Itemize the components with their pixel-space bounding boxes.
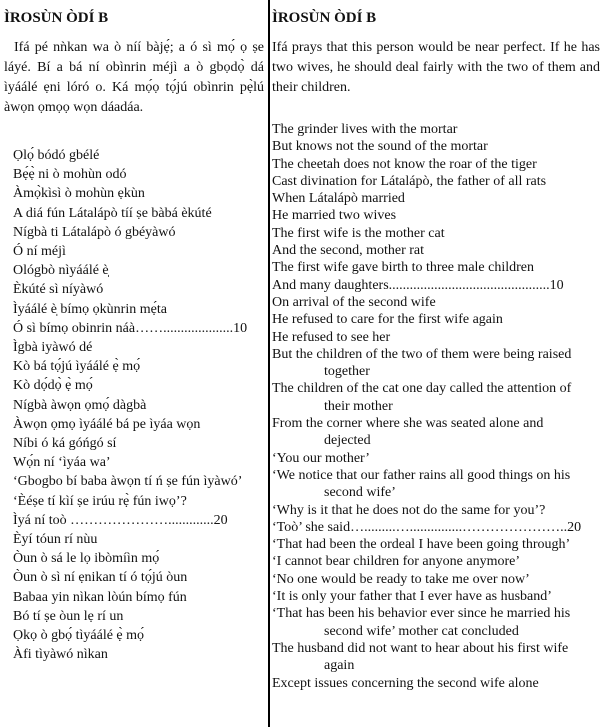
yoruba-verse-line: Nígbà àwọn ọmọ́ dàgbà xyxy=(13,397,147,413)
yoruba-verse-line: A diá fún Látalápò tíí ṣe bàbá èkúté xyxy=(13,205,212,221)
english-verse-line: The cheetah does not know the roar of the tiger xyxy=(272,156,537,172)
english-verse-line: When Látalápò married xyxy=(272,191,405,207)
yoruba-verse-line: Ìyáálé è̩ bímọ ọkùnrin mẹ́ta xyxy=(13,301,167,317)
english-verse-line: The grinder lives with the mortar xyxy=(272,122,458,137)
english-verse-line: Except issues concerning the second wife alone xyxy=(272,675,539,691)
english-verse-line: dejected xyxy=(324,433,371,449)
english-verse-line: again xyxy=(324,658,355,674)
yoruba-verse-line: Ìyá ní toò ………………….............20 xyxy=(13,512,228,528)
english-verses xyxy=(272,121,600,692)
yoruba-verses xyxy=(13,146,247,664)
yoruba-title: ÌROSÙN ÒDÍ B xyxy=(4,10,109,26)
column-divider xyxy=(268,0,270,727)
yoruba-verse-line: Nígbà ti Látalápò ó gbéyàwó xyxy=(13,224,176,240)
yoruba-verse-line: ‘Gbogbo bí baba àwọn tí ń ṣe fún ìyàwó’ xyxy=(13,474,243,490)
yoruba-verse-line: Bó tí ṣe òun lẹ rí un xyxy=(13,608,124,624)
yoruba-verse-line: ‘Èéṣe tí kìí ṣe irúu rẹ̀ fún iwọ’? xyxy=(13,493,187,509)
yoruba-verse-line: Wọ́n ní ‘ìyáa wa’ xyxy=(13,455,111,471)
english-verse-line: ‘It is only your father that I ever have as husband’ xyxy=(272,589,552,605)
yoruba-verse-line: Èkúté sì níyàwó xyxy=(13,282,104,298)
english-verse-line: He married two wives xyxy=(272,208,397,224)
english-intro: Ifá prays that this person would be near perfect. If he has two wives, he should deal fairly with the two of them and their children. xyxy=(272,40,600,95)
yoruba-verse-line: Ológbò nìyáálé è̩ xyxy=(13,263,109,279)
english-verse-line: ‘Why is it that he does not do the same for you’? xyxy=(272,502,546,518)
english-verse-line: And many daughters..............................................10 xyxy=(272,277,564,293)
english-verse-line: ‘That has been his behavior ever since he married his xyxy=(272,606,571,622)
english-verse-line: He refused to care for the first wife again xyxy=(272,312,503,328)
english-verse-line: ‘We notice that our father rains all good things on his xyxy=(272,467,571,483)
yoruba-verse-line: Òun ò sì ní ẹnikan tí ó tọ́jú òun xyxy=(13,570,188,586)
yoruba-verse-line: Ọkọ ò gbọ́ tìyáálé ẹ̀ mọ́ xyxy=(13,628,145,644)
english-verse-line: ‘Toò’ she said….........…...............…………………..20 xyxy=(272,519,582,535)
yoruba-verse-line: Àfi tìyàwó nìkan xyxy=(13,647,108,663)
english-verse-line: second wife’ xyxy=(324,485,396,501)
english-verse-line: ‘I cannot bear children for anyone anymore’ xyxy=(272,554,520,570)
yoruba-verse-line: Ó ní méjì xyxy=(13,244,66,260)
english-verse-line: ‘That had been the ordeal I have been going through’ xyxy=(272,537,571,553)
yoruba-verse-line: Àmọ̀kìsì ò mohùn ẹkùn xyxy=(13,186,145,202)
english-verse-line: But knows not the sound of the mortar xyxy=(272,139,488,155)
english-verse-line: The children of the cat one day called the attention of xyxy=(272,381,572,397)
yoruba-verse-line: Ọlọ́ bódó gbélé xyxy=(13,148,100,163)
english-verse-line: their mother xyxy=(324,398,393,414)
english-verse-line: He refused to see her xyxy=(272,329,391,345)
yoruba-verse-line: Kò bá tọ́jú ìyáálé ẹ̀ mọ́ xyxy=(13,359,141,375)
english-verse-line: From the corner where she was seated alone and xyxy=(272,416,544,432)
yoruba-verse-line: Ó sì bímọ obinrin náà……....................10 xyxy=(13,320,248,336)
english-verse-line: second wife’ mother cat concluded xyxy=(324,623,519,639)
english-verse-line: Cast divination for Látalápò, the father of all rats xyxy=(272,173,547,189)
english-verse-line: On arrival of the second wife xyxy=(272,294,436,310)
english-verse-line: ‘You our mother’ xyxy=(272,450,370,466)
english-verse-line: together xyxy=(324,364,370,380)
yoruba-verse-line: Òun ò sá le lọ ibòmíìn mọ́ xyxy=(13,551,160,567)
yoruba-verse-line: Bẹ́ẹ̀ ni ò mohùn odó xyxy=(13,167,127,183)
english-verse-line: The first wife gave birth to three male children xyxy=(272,260,535,276)
english-verse-line: The first wife is the mother cat xyxy=(272,225,445,241)
english-verse-line: And the second, mother rat xyxy=(272,243,425,259)
english-verse-line: The husband did not want to hear about his first wife xyxy=(272,640,569,656)
yoruba-intro: Ifá pé nǹkan wa ò níí bàjẹ́; a ó sì mọ́ ọ ṣe láyé. Bí a bá ní obìnrin méjì a ò gbọdọ̀ dá ìyáálé ẹni lóró o. Ká mọ́ọ tọ́jú obìnrin pẹ̀lú àwọn ọmọọ wọn dáadáa. xyxy=(4,40,264,115)
yoruba-verse-line: Ìgbà iyàwó dé xyxy=(13,340,93,356)
english-verse-line: But the children of the two of them were being raised xyxy=(272,346,572,362)
yoruba-verse-line: Àwọn ọmọ ìyáálé bá pe ìyáa wọn xyxy=(13,416,201,432)
yoruba-verse-line: Èyí tóun rí nùu xyxy=(13,532,98,548)
english-title: ÌROSÙN ÒDÍ B xyxy=(272,10,377,26)
yoruba-verse-line: Níbi ó ká góńgó sí xyxy=(13,436,117,452)
yoruba-verse-line: Kò dọ́dọ̀ ẹ̀ mọ́ xyxy=(13,378,93,394)
yoruba-verse-line: Babaa yin nìkan lòún bímọ fún xyxy=(13,589,187,605)
english-verse-line: ‘No one would be ready to take me over now’ xyxy=(272,571,530,587)
